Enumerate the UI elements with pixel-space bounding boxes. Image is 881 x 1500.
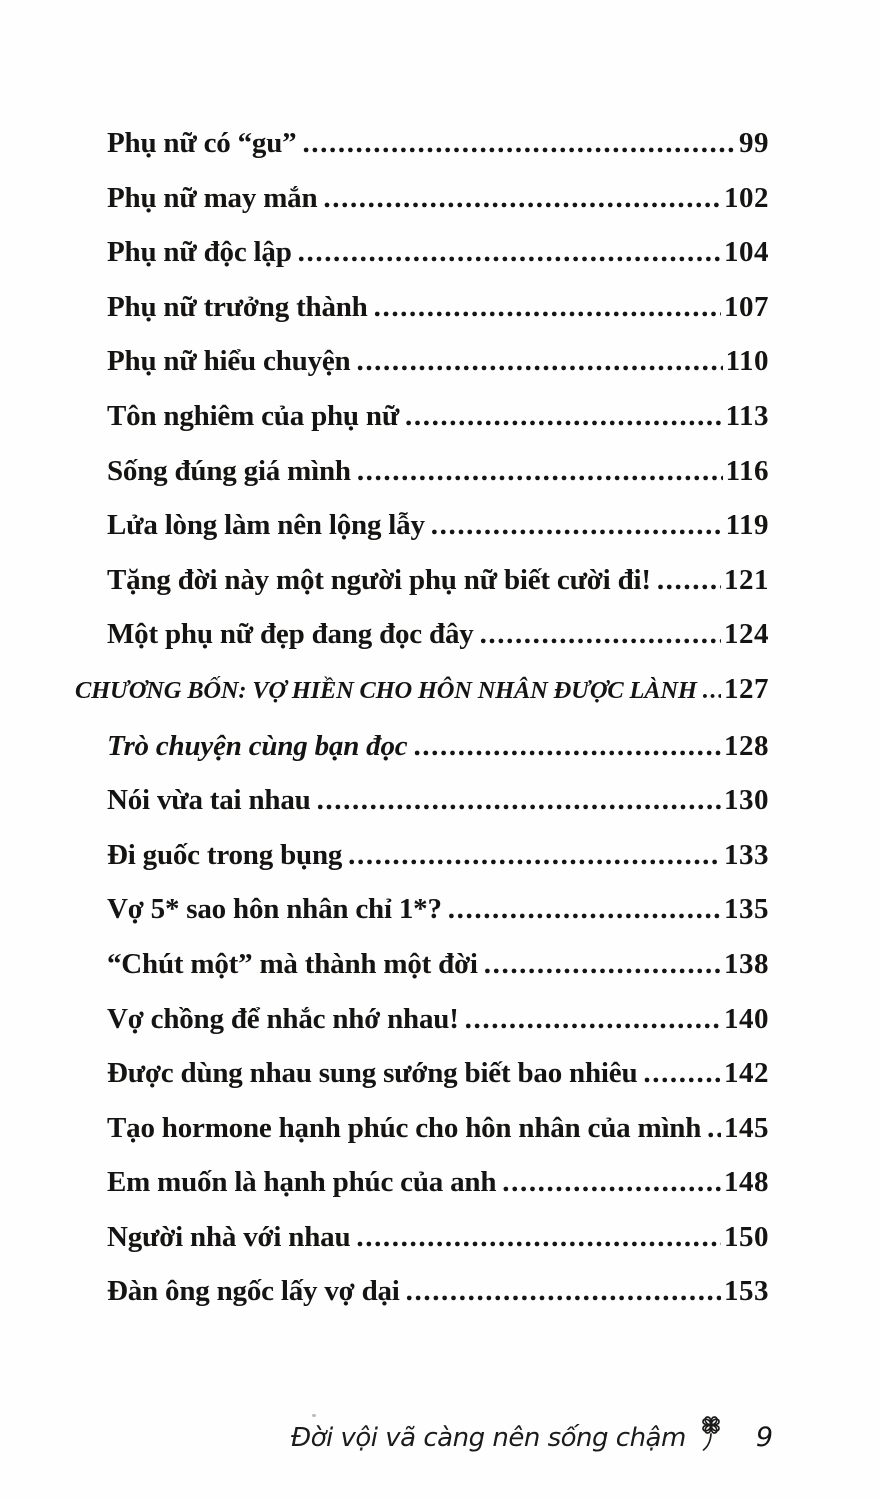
toc-entry — [107, 1210, 769, 1265]
toc-entry-page: 133 — [724, 838, 769, 871]
toc-entry — [107, 937, 769, 992]
toc-entry-title: Sống đúng giá mình — [107, 454, 351, 487]
dot-leader — [406, 1264, 721, 1319]
toc-entry — [107, 773, 769, 828]
toc-entry-page: 140 — [724, 1002, 769, 1035]
toc-entry-title: Tặng đời này một người phụ nữ biết cười đi! — [107, 563, 651, 596]
toc-entry-page: 119 — [725, 509, 769, 542]
toc-entry-title: CHƯƠNG BỐN: VỢ HIỀN CHO HÔN NHÂN ĐƯỢC LÀNH — [75, 676, 697, 704]
toc-entry-title: Được dùng nhau sung sướng biết bao nhiêu — [107, 1057, 638, 1090]
dot-leader — [413, 719, 721, 774]
dot-leader — [323, 171, 721, 226]
toc-entry-page: 135 — [724, 893, 769, 926]
toc-entry-title: Lửa lòng làm nên lộng lẫy — [107, 509, 425, 542]
toc-entry-title: Phụ nữ may mắn — [107, 181, 318, 214]
toc-entry — [107, 334, 769, 389]
scan-speck — [312, 1414, 316, 1417]
folio-page-number: 9 — [755, 1422, 773, 1453]
toc-entry-page: 99 — [739, 127, 769, 159]
dot-leader — [657, 553, 721, 608]
dot-leader — [480, 607, 721, 662]
toc-entry-page: 102 — [724, 181, 769, 214]
dot-leader — [465, 992, 721, 1047]
toc-entry-title: Vợ chồng để nhắc nhớ nhau! — [107, 1002, 459, 1035]
toc-entry — [107, 498, 769, 553]
toc-entry-title: Em muốn là hạnh phúc của anh — [107, 1166, 497, 1199]
toc-entry-title: Trò chuyện cùng bạn đọc — [107, 729, 408, 762]
toc-entry — [107, 719, 769, 774]
toc-entry-page: 130 — [724, 784, 769, 817]
dot-leader — [643, 1046, 721, 1101]
toc-entry-page: 145 — [724, 1111, 769, 1144]
toc-entry-title: Phụ nữ hiểu chuyện — [107, 345, 351, 378]
toc-entry-title: Vợ 5* sao hôn nhân chỉ 1*? — [107, 893, 442, 926]
dot-leader — [317, 773, 721, 828]
dot-leader — [357, 444, 723, 499]
dot-leader — [431, 498, 723, 553]
toc-entry-page: 150 — [724, 1220, 769, 1253]
clover-icon — [696, 1411, 726, 1458]
toc-entry-title: Đàn ông ngốc lấy vợ dại — [107, 1275, 400, 1308]
page-footer — [291, 1417, 773, 1458]
toc-entry — [107, 1046, 769, 1101]
toc-entry — [107, 828, 769, 883]
toc-entry-page: 121 — [724, 563, 769, 596]
dot-leader — [374, 280, 721, 335]
dot-leader — [703, 664, 721, 719]
dot-leader — [356, 334, 722, 389]
toc-entry-title: Một phụ nữ đẹp đang đọc đây — [107, 618, 474, 651]
dot-leader — [502, 1155, 721, 1210]
toc-entry-title: “Chút một” mà thành một đời — [107, 947, 478, 980]
dot-leader — [448, 882, 721, 937]
toc-entry — [107, 171, 769, 226]
toc-list — [75, 116, 769, 1319]
toc-entry — [107, 116, 769, 171]
toc-entry-title: Nói vừa tai nhau — [107, 784, 311, 817]
dot-leader — [302, 116, 736, 171]
toc-entry-page: 110 — [725, 345, 769, 378]
dot-leader — [298, 225, 721, 280]
dot-leader — [348, 828, 721, 883]
toc-entry-page: 104 — [724, 236, 769, 269]
dot-leader — [356, 1210, 721, 1265]
toc-entry-page: 148 — [724, 1166, 769, 1199]
dot-leader — [405, 389, 723, 444]
toc-entry — [107, 444, 769, 499]
running-title: Đời vội vã càng nên sống chậm — [290, 1422, 686, 1453]
toc-entry-page: 138 — [724, 947, 769, 980]
toc-entry-page: 113 — [725, 399, 769, 432]
toc-entry-page: 124 — [724, 618, 769, 651]
toc-entry — [107, 1155, 769, 1210]
toc-entry-page: 128 — [724, 729, 769, 762]
toc-entry — [107, 992, 769, 1047]
toc-entry-page: 142 — [724, 1057, 769, 1090]
toc-entry — [107, 1264, 769, 1319]
toc-entry-title: Phụ nữ trưởng thành — [107, 290, 368, 323]
toc-entry-title: Phụ nữ có “gu” — [107, 127, 297, 159]
toc-entry — [107, 607, 769, 662]
dot-leader — [484, 937, 721, 992]
toc-entry-title: Tạo hormone hạnh phúc cho hôn nhân của mình — [107, 1111, 702, 1144]
toc-entry — [107, 882, 769, 937]
toc-entry-title: Tôn nghiêm của phụ nữ — [107, 399, 400, 432]
toc-entry-page: 127 — [724, 672, 769, 705]
toc-entry-page: 153 — [724, 1275, 769, 1308]
toc-entry-page: 107 — [724, 290, 769, 323]
toc-entry — [107, 225, 769, 280]
toc-entry — [75, 662, 769, 719]
toc-entry — [107, 389, 769, 444]
toc-entry — [107, 1101, 769, 1156]
toc-entry-page: 116 — [725, 454, 769, 487]
toc-entry — [107, 280, 769, 335]
toc-entry-title: Phụ nữ độc lập — [107, 236, 292, 269]
toc-entry-title: Đi guốc trong bụng — [107, 838, 343, 871]
toc-entry — [107, 553, 769, 608]
toc-entry-title: Người nhà với nhau — [107, 1220, 351, 1253]
dot-leader — [707, 1101, 721, 1156]
